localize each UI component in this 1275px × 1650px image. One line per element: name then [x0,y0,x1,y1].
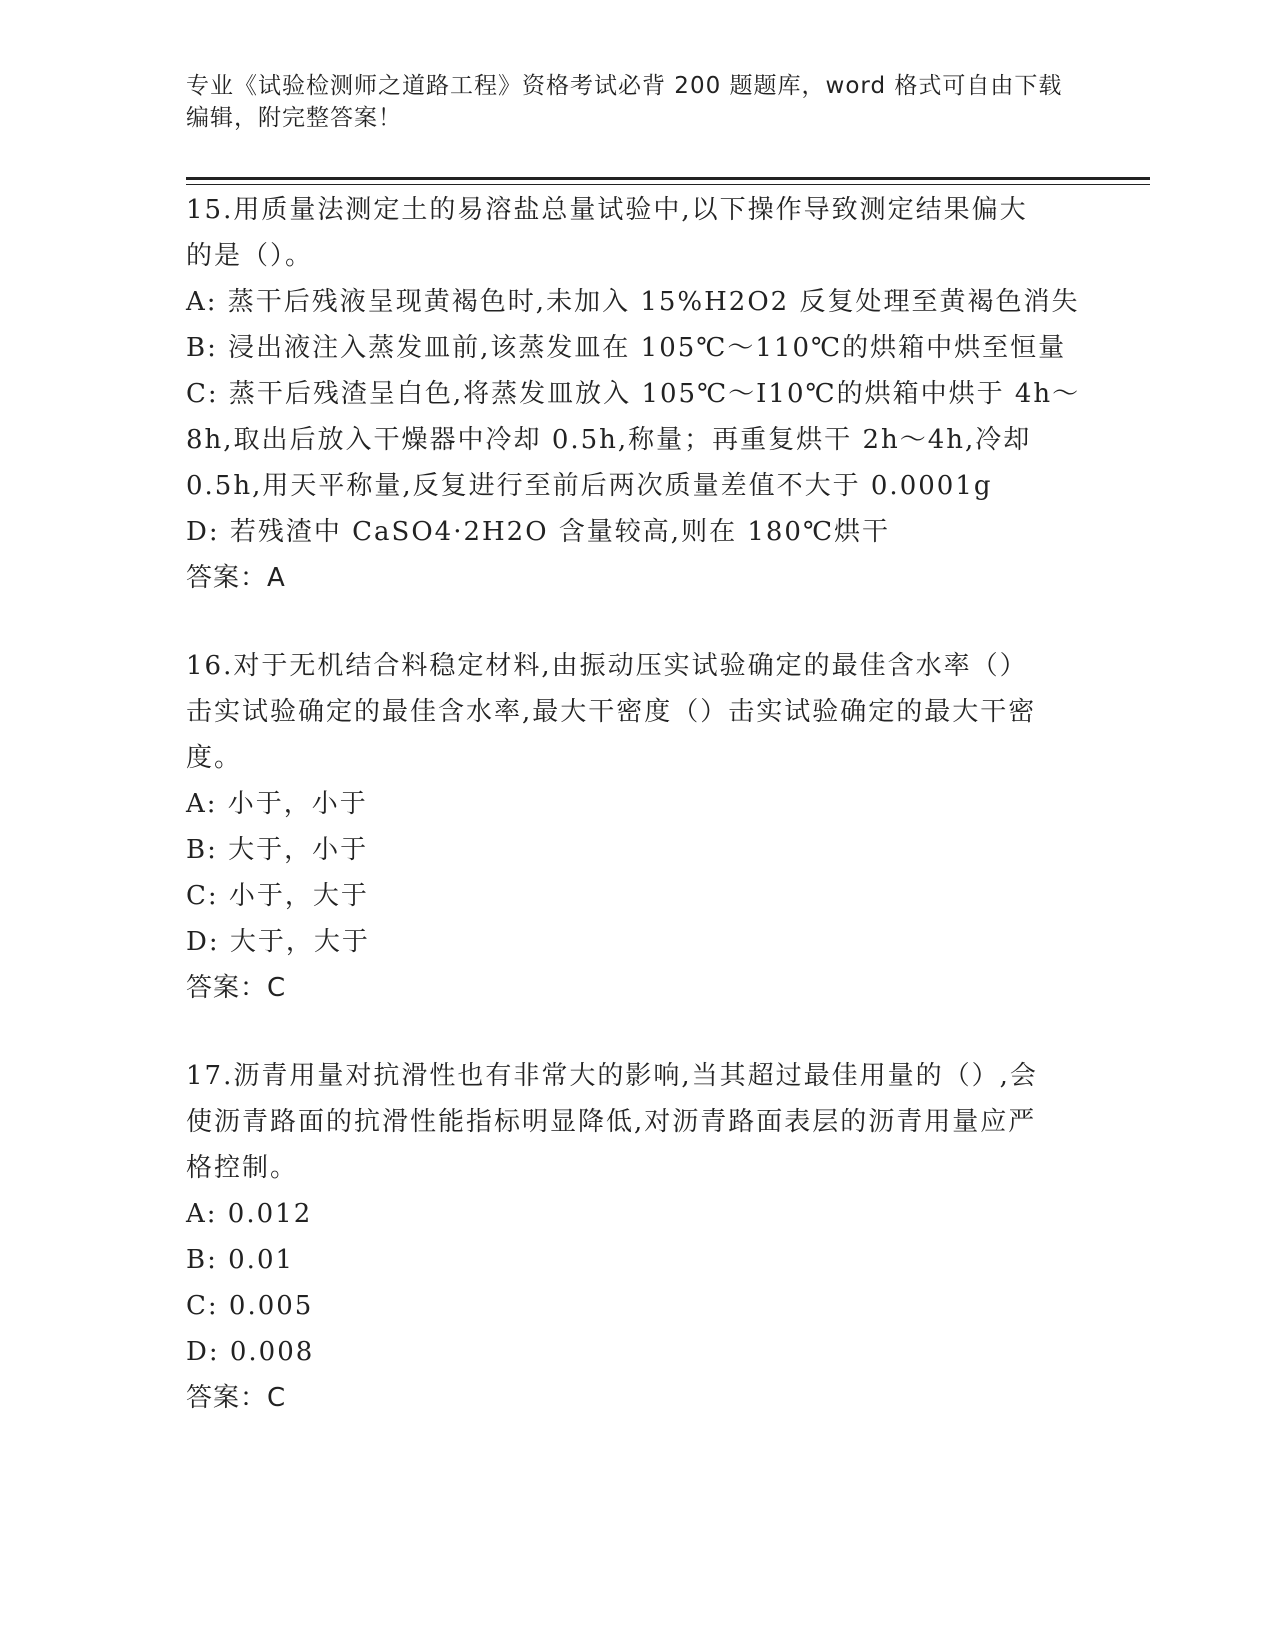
option-b: B: 0.01 [186,1245,295,1275]
question-stem-line: 15.用质量法测定土的易溶盐总量试验中,以下操作导致测定结果偏大 [186,195,1028,225]
question-stem-line: 击实试验确定的最佳含水率,最大干密度（）击实试验确定的最大干密 [186,697,1037,727]
option-c: C: 蒸干后残渣呈白色,将蒸发皿放入 105℃～I10℃的烘箱中烘于 4h～ [186,379,1081,409]
answer-label: 答案：C [186,973,287,1003]
header-line-2: 编辑，附完整答案！ [186,105,402,131]
option-c: C: 0.005 [186,1291,314,1321]
question-15 [186,187,1086,601]
answer-label: 答案：C [186,1383,287,1413]
question-stem-line: 格控制。 [186,1153,299,1183]
option-c: C: 小于，大于 [186,881,369,911]
option-b: B: 浸出液注入蒸发皿前,该蒸发皿在 105℃～110℃的烘箱中烘至恒量 [186,333,1067,363]
document-header [186,70,1086,134]
option-a: A: 0.012 [186,1199,313,1229]
header-divider-thin [186,184,1150,185]
option-d: D: 大于，大于 [186,927,370,957]
question-stem-line: 17.沥青用量对抗滑性也有非常大的影响,当其超过最佳用量的（）,会 [186,1061,1038,1091]
option-d: D: 0.008 [186,1337,315,1367]
option-c-continued: 0.5h,用天平称量,反复进行至前后两次质量差值不大于 0.0001g [186,471,993,501]
question-stem-line: 的是（）。 [186,241,314,271]
question-17 [186,1053,1086,1421]
header-line-1: 专业《试验检测师之道路工程》资格考试必背 200 题题库，word 格式可自由下载 [186,73,1063,99]
option-d: D: 若残渣中 CaSO4·2H2O 含量较高,则在 180℃烘干 [186,517,891,547]
option-a: A: 蒸干后残液呈现黄褐色时,未加入 15%H2O2 反复处理至黄褐色消失 [186,287,1080,317]
question-stem-line: 16.对于无机结合料稳定材料,由振动压实试验确定的最佳含水率（） [186,651,1028,681]
header-divider-thick [186,177,1150,180]
option-a: A: 小于，小于 [186,789,368,819]
answer-label: 答案：A [186,563,286,593]
question-stem-line: 使沥青路面的抗滑性能指标明显降低,对沥青路面表层的沥青用量应严 [186,1107,1037,1137]
question-16 [186,643,1086,1011]
option-c-continued: 8h,取出后放入干燥器中冷却 0.5h,称量；再重复烘干 2h～4h,冷却 [186,425,1032,455]
option-b: B: 大于，小于 [186,835,369,865]
question-stem-line: 度。 [186,743,243,773]
